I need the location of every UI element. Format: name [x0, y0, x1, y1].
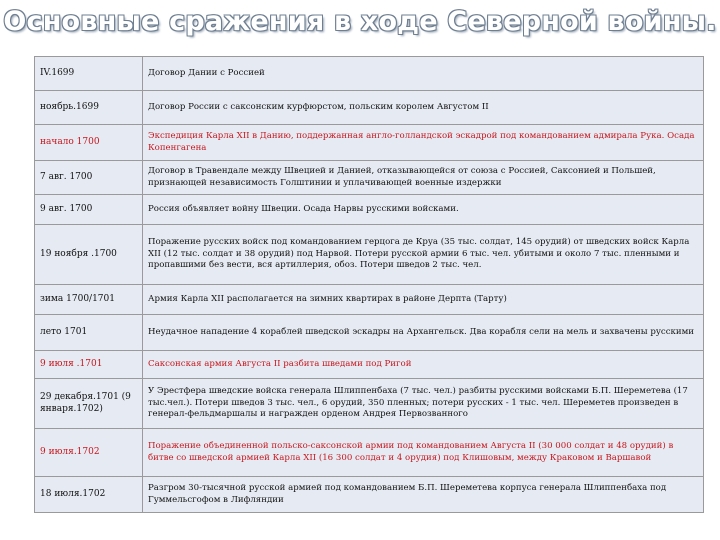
table-row [35, 351, 704, 379]
events-table [34, 56, 704, 513]
row-date: 19 ноября .1700 [35, 225, 143, 285]
row-event-text: Поражение русских войск под командованием герцога де Круа (35 тыс. солдат, 145 орудий) от шведских войск Карла XII (12 тыс. солдат и 38 орудий) под Нарвой. Потери русской армии 6 тыс. чел. убитыми и около 7 тыс. пленными и пропавшими без вести, вся артиллерия, обоз. Потери шведов 2 тыс. чел. [143, 225, 704, 285]
table-row [35, 125, 704, 161]
table-row [35, 429, 704, 477]
row-event-text: Россия объявляет войну Швеции. Осада Нарвы русскими войсками. [143, 195, 704, 225]
row-date: 18 июля.1702 [35, 477, 143, 513]
row-date: начало 1700 [35, 125, 143, 161]
row-event-text: Договор Дании с Россией [143, 57, 704, 91]
row-date: 29 декабря.1701 (9 января.1702) [35, 379, 143, 429]
page-title: Основные сражения в ходе Северной войны. [3, 6, 717, 37]
row-event-text: Договор в Травендале между Швецией и Данией, отказывающейся от союза с Россией, Саксонией и Польшей, признающей независимость Голштинии и уплачивающей военные издержки [143, 161, 704, 195]
row-date: IV.1699 [35, 57, 143, 91]
table-row [35, 315, 704, 351]
row-date: ноябрь.1699 [35, 91, 143, 125]
table-row [35, 57, 704, 91]
row-event-text: У Эрестфера шведские войска генерала Шлиппенбаха (7 тыс. чел.) разбиты русскими войсками Б.П. Шереметева (17 тыс.чел.). Потери шведов 3 тыс. чел., 6 орудий, 350 пленных; потери русских - 1 тыс. чел. Шереметев произведен в генерал-фельдмаршалы и награжден орденом Андрея Первозванного [143, 379, 704, 429]
row-date: 9 июля.1702 [35, 429, 143, 477]
row-event-text: Договор России с саксонским курфюрстом, польским королем Августом II [143, 91, 704, 125]
row-event-text: Разгром 30-тысячной русской армией под командованием Б.П. Шереметева корпуса генерала Шлиппенбаха под Гуммельсгофом в Лифляндии [143, 477, 704, 513]
table-row [35, 195, 704, 225]
row-date: 9 июля .1701 [35, 351, 143, 379]
row-event-text: Армия Карла XII располагается на зимних квартирах в районе Дерпта (Тарту) [143, 285, 704, 315]
table-row [35, 91, 704, 125]
table-row [35, 161, 704, 195]
row-event-text: Поражение объединенной польско-саксонской армии под командованием Августа II (30 000 солдат и 48 орудий) в битве со шведской армией Карла XII (16 300 солдат и 4 орудия) под Клишовым, между Краковом и Варшавой [143, 429, 704, 477]
row-date: 7 авг. 1700 [35, 161, 143, 195]
table-row [35, 285, 704, 315]
row-date: зима 1700/1701 [35, 285, 143, 315]
row-event-text: Неудачное нападение 4 кораблей шведской эскадры на Архангельск. Два корабля сели на мель и захвачены русскими [143, 315, 704, 351]
row-date: 9 авг. 1700 [35, 195, 143, 225]
row-date: лето 1701 [35, 315, 143, 351]
row-event-text: Саксонская армия Августа II разбита шведами под Ригой [143, 351, 704, 379]
events-table-body [35, 57, 704, 513]
table-row [35, 379, 704, 429]
table-row [35, 477, 704, 513]
row-event-text: Экспедиция Карла XII в Данию, поддержанная англо-голландской эскадрой под командованием адмирала Рука. Осада Копенгагена [143, 125, 704, 161]
table-row [35, 225, 704, 285]
